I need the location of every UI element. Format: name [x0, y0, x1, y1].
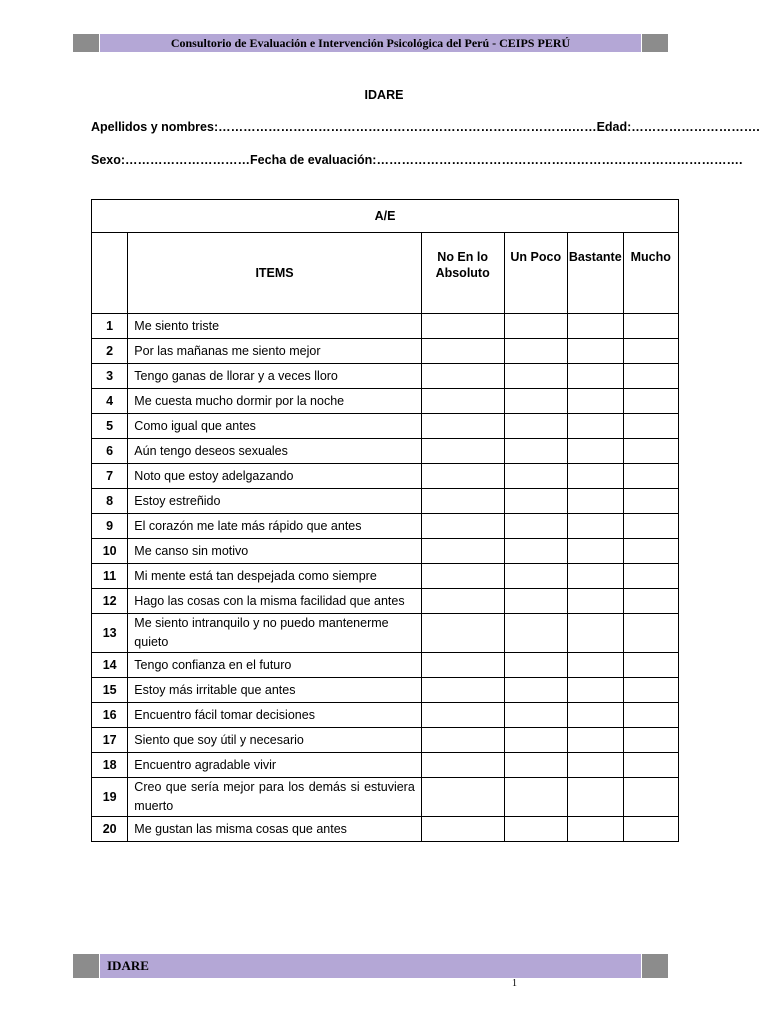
answer-cell-a-little[interactable] — [504, 703, 568, 728]
answer-cell-not-at-all[interactable] — [421, 728, 504, 753]
table-row — [92, 653, 679, 678]
section-header: A/E — [92, 200, 679, 233]
option-header-a-little: Un Poco — [504, 233, 568, 314]
answer-cell-not-at-all[interactable] — [421, 514, 504, 539]
table-row — [92, 728, 679, 753]
answer-cell-very-much[interactable] — [623, 653, 679, 678]
answer-cell-not-at-all[interactable] — [421, 589, 504, 614]
item-text: Me cuesta mucho dormir por la noche — [128, 389, 422, 414]
table-row — [92, 314, 679, 339]
answer-cell-a-little[interactable] — [504, 414, 568, 439]
answer-cell-very-much[interactable] — [623, 314, 679, 339]
answer-cell-quite[interactable] — [568, 728, 623, 753]
item-number: 11 — [92, 564, 128, 589]
answer-cell-quite[interactable] — [568, 678, 623, 703]
answer-cell-very-much[interactable] — [623, 489, 679, 514]
table-row — [92, 589, 679, 614]
answer-cell-very-much[interactable] — [623, 389, 679, 414]
answer-cell-very-much[interactable] — [623, 778, 679, 817]
item-text: Hago las cosas con la misma facilidad que antes — [128, 589, 422, 614]
item-text: Mi mente está tan despejada como siempre — [128, 564, 422, 589]
answer-cell-not-at-all[interactable] — [421, 703, 504, 728]
name-age-field-line: Apellidos y nombres:………………………………………………………………………….……Edad:…………………………. — [91, 120, 760, 134]
answer-cell-very-much[interactable] — [623, 817, 679, 842]
sex-date-field-line: Sexo:…………………………Fecha de evaluación:……………………………………………………………………………. — [91, 153, 743, 167]
footer-band-right-block — [642, 954, 668, 978]
answer-cell-very-much[interactable] — [623, 753, 679, 778]
answer-cell-a-little[interactable] — [504, 489, 568, 514]
item-text: Como igual que antes — [128, 414, 422, 439]
answer-cell-very-much[interactable] — [623, 414, 679, 439]
answer-cell-quite[interactable] — [568, 439, 623, 464]
table-row — [92, 778, 679, 817]
answer-cell-a-little[interactable] — [504, 589, 568, 614]
item-number: 7 — [92, 464, 128, 489]
answer-cell-a-little[interactable] — [504, 778, 568, 817]
answer-cell-very-much[interactable] — [623, 339, 679, 364]
footer-label: IDARE — [100, 954, 641, 978]
answer-cell-very-much[interactable] — [623, 464, 679, 489]
option-header-not-at-all: No En lo Absoluto — [421, 233, 504, 314]
answer-cell-very-much[interactable] — [623, 439, 679, 464]
answer-cell-a-little[interactable] — [504, 614, 568, 653]
item-number: 13 — [92, 614, 128, 653]
item-text: El corazón me late más rápido que antes — [128, 514, 422, 539]
answer-cell-very-much[interactable] — [623, 678, 679, 703]
item-text: Siento que soy útil y necesario — [128, 728, 422, 753]
answer-cell-a-little[interactable] — [504, 564, 568, 589]
item-number: 8 — [92, 489, 128, 514]
answer-cell-quite[interactable] — [568, 564, 623, 589]
answer-cell-quite[interactable] — [568, 464, 623, 489]
answer-cell-quite[interactable] — [568, 339, 623, 364]
answer-cell-not-at-all[interactable] — [421, 753, 504, 778]
table-row — [92, 753, 679, 778]
item-text: Tengo confianza en el futuro — [128, 653, 422, 678]
answer-cell-not-at-all[interactable] — [421, 489, 504, 514]
answer-cell-a-little[interactable] — [504, 464, 568, 489]
answer-cell-quite[interactable] — [568, 589, 623, 614]
table-row — [92, 364, 679, 389]
number-header-cell — [92, 233, 128, 314]
answer-cell-a-little[interactable] — [504, 539, 568, 564]
table-row — [92, 703, 679, 728]
item-text: Por las mañanas me siento mejor — [128, 339, 422, 364]
item-number: 18 — [92, 753, 128, 778]
answer-cell-quite[interactable] — [568, 778, 623, 817]
answer-cell-a-little[interactable] — [504, 364, 568, 389]
item-text: Creo que sería mejor para los demás si estuviera muerto — [128, 778, 422, 817]
answer-cell-very-much[interactable] — [623, 564, 679, 589]
answer-cell-very-much[interactable] — [623, 539, 679, 564]
answer-cell-not-at-all[interactable] — [421, 339, 504, 364]
item-text: Estoy estreñido — [128, 489, 422, 514]
answer-cell-a-little[interactable] — [504, 653, 568, 678]
item-text: Me canso sin motivo — [128, 539, 422, 564]
answer-cell-quite[interactable] — [568, 364, 623, 389]
table-row — [92, 539, 679, 564]
item-number: 9 — [92, 514, 128, 539]
item-number: 6 — [92, 439, 128, 464]
answer-cell-a-little[interactable] — [504, 678, 568, 703]
answer-cell-very-much[interactable] — [623, 514, 679, 539]
answer-cell-a-little[interactable] — [504, 314, 568, 339]
answer-cell-quite[interactable] — [568, 489, 623, 514]
table-row — [92, 439, 679, 464]
answer-cell-a-little[interactable] — [504, 439, 568, 464]
answer-cell-not-at-all[interactable] — [421, 539, 504, 564]
document-title: IDARE — [364, 88, 404, 102]
header-band-right-block — [642, 34, 668, 52]
item-text: Estoy más irritable que antes — [128, 678, 422, 703]
footer-band — [73, 954, 668, 978]
item-text: Encuentro agradable vivir — [128, 753, 422, 778]
answer-cell-not-at-all[interactable] — [421, 389, 504, 414]
table-row — [92, 414, 679, 439]
footer-band-left-block — [73, 954, 99, 978]
item-text: Me siento intranquilo y no puedo mantenerme quieto — [128, 614, 422, 653]
item-number: 16 — [92, 703, 128, 728]
answer-cell-not-at-all[interactable] — [421, 364, 504, 389]
answer-cell-very-much[interactable] — [623, 614, 679, 653]
answer-cell-not-at-all[interactable] — [421, 439, 504, 464]
answer-cell-quite[interactable] — [568, 817, 623, 842]
item-text: Noto que estoy adelgazando — [128, 464, 422, 489]
answer-cell-quite[interactable] — [568, 753, 623, 778]
item-number: 2 — [92, 339, 128, 364]
answer-cell-not-at-all[interactable] — [421, 653, 504, 678]
items-header: ITEMS — [128, 233, 422, 314]
header-band — [73, 34, 668, 52]
item-number: 1 — [92, 314, 128, 339]
answer-cell-a-little[interactable] — [504, 728, 568, 753]
table-row — [92, 514, 679, 539]
answer-cell-not-at-all[interactable] — [421, 564, 504, 589]
item-text: Encuentro fácil tomar decisiones — [128, 703, 422, 728]
item-text: Me siento triste — [128, 314, 422, 339]
answer-cell-a-little[interactable] — [504, 753, 568, 778]
answer-cell-quite[interactable] — [568, 414, 623, 439]
table-row — [92, 678, 679, 703]
table-row — [92, 489, 679, 514]
answer-cell-not-at-all[interactable] — [421, 464, 504, 489]
answer-cell-quite[interactable] — [568, 539, 623, 564]
answer-cell-quite[interactable] — [568, 389, 623, 414]
answer-cell-quite[interactable] — [568, 614, 623, 653]
answer-cell-not-at-all[interactable] — [421, 614, 504, 653]
table-row — [92, 564, 679, 589]
header-band-left-block — [73, 34, 99, 52]
answer-cell-not-at-all[interactable] — [421, 678, 504, 703]
option-header-quite: Bastante — [568, 233, 623, 314]
table-row — [92, 464, 679, 489]
answer-cell-not-at-all[interactable] — [421, 817, 504, 842]
item-number: 3 — [92, 364, 128, 389]
answer-cell-a-little[interactable] — [504, 389, 568, 414]
item-number: 14 — [92, 653, 128, 678]
answer-cell-quite[interactable] — [568, 703, 623, 728]
item-text: Me gustan las misma cosas que antes — [128, 817, 422, 842]
item-number: 15 — [92, 678, 128, 703]
page-number: 1 — [512, 978, 517, 989]
item-number: 17 — [92, 728, 128, 753]
answer-cell-very-much[interactable] — [623, 589, 679, 614]
answer-cell-quite[interactable] — [568, 314, 623, 339]
header-org-name: Consultorio de Evaluación e Intervención Psicológica del Perú - CEIPS PERÚ — [100, 34, 641, 52]
answer-cell-a-little[interactable] — [504, 339, 568, 364]
item-number: 10 — [92, 539, 128, 564]
answer-cell-not-at-all[interactable] — [421, 414, 504, 439]
option-header-very-much: Mucho — [623, 233, 679, 314]
answer-cell-quite[interactable] — [568, 514, 623, 539]
item-number: 20 — [92, 817, 128, 842]
item-text: Aún tengo deseos sexuales — [128, 439, 422, 464]
item-text: Tengo ganas de llorar y a veces lloro — [128, 364, 422, 389]
table-row — [92, 389, 679, 414]
answer-cell-a-little[interactable] — [504, 817, 568, 842]
answer-cell-quite[interactable] — [568, 653, 623, 678]
table-row — [92, 817, 679, 842]
answer-cell-not-at-all[interactable] — [421, 778, 504, 817]
idare-questionnaire-table — [91, 199, 679, 842]
answer-cell-not-at-all[interactable] — [421, 314, 504, 339]
item-number: 5 — [92, 414, 128, 439]
answer-cell-very-much[interactable] — [623, 364, 679, 389]
answer-cell-a-little[interactable] — [504, 514, 568, 539]
table-row — [92, 614, 679, 653]
item-number: 4 — [92, 389, 128, 414]
table-row — [92, 339, 679, 364]
answer-cell-very-much[interactable] — [623, 703, 679, 728]
item-number: 12 — [92, 589, 128, 614]
item-number: 19 — [92, 778, 128, 817]
answer-cell-very-much[interactable] — [623, 728, 679, 753]
